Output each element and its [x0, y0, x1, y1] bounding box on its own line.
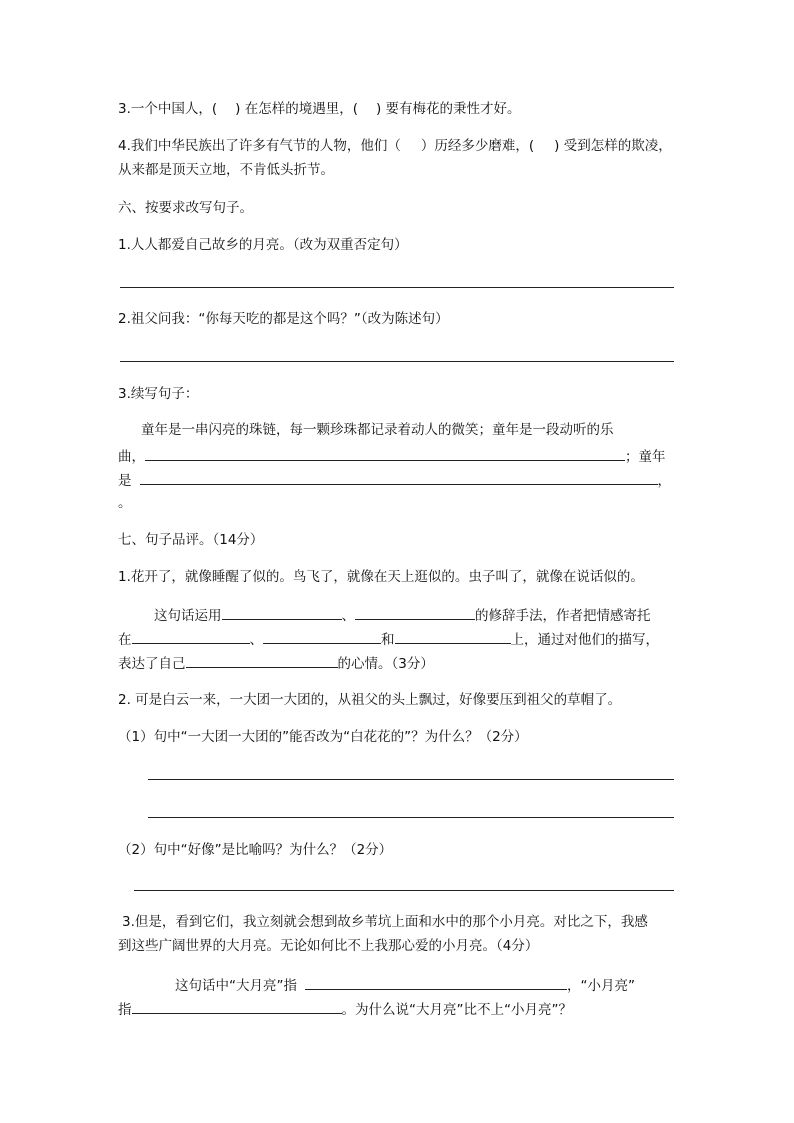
s6-q3-text-line1: 童年是一串闪亮的珠链，每一颗珍珠都记录着动人的微笑；童年是一段动听的乐 — [141, 422, 614, 438]
s7-q3-a1: 这句话中“大月亮”指 — [175, 978, 297, 994]
s7-question-2: 2. 可是白云一来，一大团一大团的，从祖父的头上飘过，好像要压到祖父的草帽了。 — [118, 692, 622, 708]
s7-q3-a2: ，“小月亮” — [567, 978, 635, 994]
s6-q1-answer-line[interactable] — [120, 287, 674, 288]
s6-q3-text-line3 — [118, 470, 674, 490]
s7-q1-a2: 、 — [341, 608, 355, 624]
s6-q3-text-line2 — [118, 446, 674, 466]
s7-q2-sub-2: （2）句中“好像”是比喻吗？为什么？（2分） — [118, 842, 393, 858]
s7-q2-sub-1: （1）句中“一大团一大团的”能否改为“白花花的”？为什么？（2分） — [118, 729, 528, 745]
s7-q2-1-answer-line-b[interactable] — [148, 817, 674, 818]
q4-text-c: ) 受到怎样的欺凌， — [554, 138, 672, 154]
s7-q3-answer-line2 — [118, 999, 674, 1019]
question-4-line2: 从来都是顶天立地，不肯低头折节。 — [118, 162, 334, 178]
s7-q1-answer-line2 — [118, 629, 674, 649]
s6-q3-text2a: 曲， — [118, 449, 145, 465]
s6-q3-text-line4: 。 — [118, 495, 132, 511]
s7-q1-b2: 、 — [249, 632, 263, 648]
q3-text-c: ) 要有梅花的秉性才好。 — [375, 101, 521, 117]
question-4-qijie — [118, 137, 674, 155]
s6-question-3: 3.续写句子： — [118, 386, 199, 402]
s6-q2-answer-line[interactable] — [120, 361, 674, 362]
s7-q1-blank-1[interactable] — [222, 605, 342, 620]
s7-q1-a1: 这句话运用 — [154, 608, 222, 624]
section-6-title: 六、按要求改写句子。 — [118, 200, 253, 216]
s6-q3-blank-1[interactable] — [145, 446, 625, 461]
s6-q3-text2b: ；童年 — [625, 449, 666, 465]
s7-q3-answer-line1 — [175, 975, 674, 995]
s7-q1-c1: 表达了自己 — [118, 656, 186, 672]
s7-question-3-line1: 3.但是，看到它们，我立刻就会想到故乡苇坑上面和水中的那个小月亮。对比之下，我感 — [122, 914, 648, 930]
s7-q1-blank-3[interactable] — [132, 629, 250, 644]
s7-q3-blank-2[interactable] — [132, 999, 342, 1014]
s7-q2-2-answer-line[interactable] — [134, 890, 674, 891]
q3-text-a: 3.一个中国人，( — [118, 101, 218, 117]
q4-text-b: ）历经多少磨难，( — [420, 138, 535, 154]
s7-q3-b2: 。为什么说“大月亮”比不上“小月亮”？ — [341, 1002, 572, 1018]
s6-q3-blank-2[interactable] — [140, 470, 658, 485]
s6-question-1: 1.人人都爱自己故乡的月亮。（改为双重否定句） — [118, 237, 408, 253]
s7-question-3-line2: 到这些广阔世界的大月亮。无论如何比不上我那心爱的小月亮。（4分） — [118, 938, 539, 954]
s6-q3-text3a: 是 — [118, 473, 132, 489]
question-3-meihua — [118, 100, 674, 118]
s7-question-1: 1.花开了，就像睡醒了似的。鸟飞了，就像在天上逛似的。虫子叫了，就像在说话似的。 — [118, 569, 644, 585]
s7-q1-b4: 上，通过对他们的描写， — [510, 632, 659, 648]
s7-q3-b1: 指 — [118, 1002, 132, 1018]
s7-q3-blank-1[interactable] — [305, 975, 567, 990]
s6-q3-text3b: ， — [657, 473, 671, 489]
s7-q1-blank-6[interactable] — [186, 653, 338, 668]
s7-q1-blank-4[interactable] — [263, 629, 381, 644]
s7-q1-c2: 的心情。（3分） — [337, 656, 434, 672]
s7-q1-answer-line3 — [118, 653, 674, 673]
s7-q1-blank-2[interactable] — [355, 605, 475, 620]
s7-q1-b1: 在 — [118, 632, 132, 648]
q4-text-a: 4.我们中华民族出了许多有气节的人物，他们（ — [118, 138, 401, 154]
s7-q1-b3: 和 — [381, 632, 395, 648]
s7-q1-blank-5[interactable] — [395, 629, 511, 644]
s7-q2-1-answer-line-a[interactable] — [148, 779, 674, 780]
q3-text-b: ) 在怎样的境遇里，( — [235, 101, 358, 117]
s7-q1-answer-line1 — [154, 605, 674, 625]
s6-question-2: 2.祖父问我：“你每天吃的都是这个吗？”（改为陈述句） — [118, 311, 449, 327]
section-7-title: 七、句子品评。（14分） — [118, 532, 264, 548]
s7-q1-a3: 的修辞手法，作者把情感寄托 — [475, 608, 651, 624]
